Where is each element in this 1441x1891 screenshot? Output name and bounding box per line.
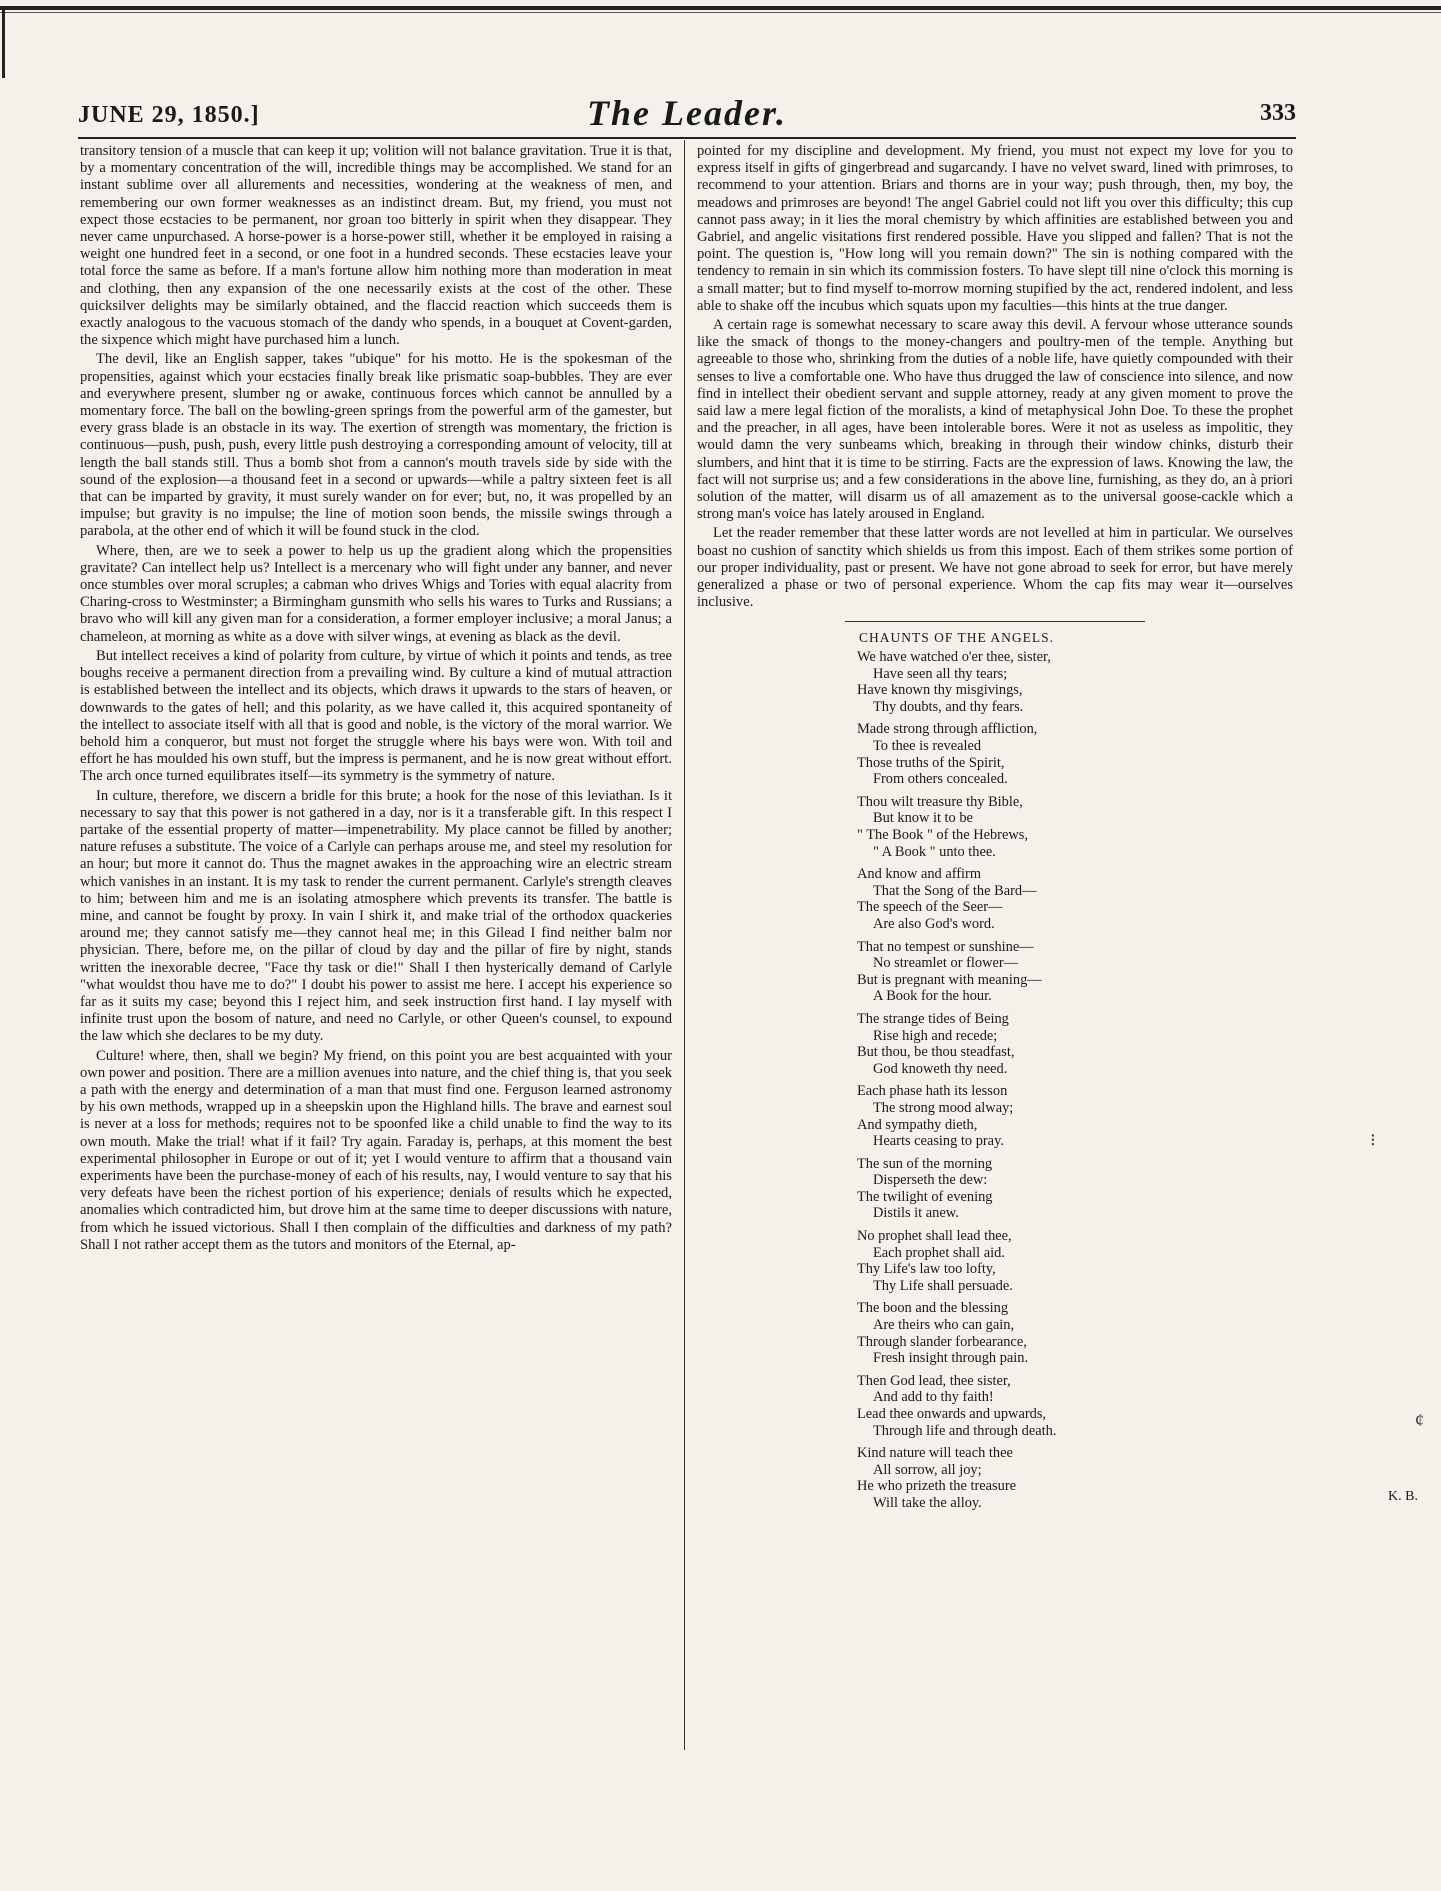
- poem-line: Have known thy misgivings,: [857, 682, 1023, 699]
- poem-line: Distils it anew.: [873, 1205, 959, 1222]
- poem-line: Then God lead, thee sister,: [857, 1372, 1011, 1389]
- poem-line: That no tempest or sunshine—: [857, 938, 1034, 955]
- poem-line: The sun of the morning: [857, 1155, 993, 1172]
- top-border-rule: [0, 6, 1441, 10]
- poem-line: But is pregnant with meaning—: [857, 971, 1042, 988]
- poem-line: Have seen all thy tears;: [873, 665, 1008, 682]
- section-separator: [845, 621, 1145, 622]
- poem-line: No streamlet or flower—: [873, 955, 1019, 972]
- poem-line: Each prophet shall aid.: [873, 1244, 1005, 1261]
- poem-stanza: [857, 1300, 1293, 1366]
- poem-line: From others concealed.: [873, 771, 1008, 788]
- poem-line: And add to thy faith!: [873, 1389, 994, 1406]
- poem-line: Those truths of the Spirit,: [857, 754, 1005, 771]
- poem-stanza: [857, 939, 1293, 1005]
- poem-line: Disperseth the dew:: [873, 1172, 988, 1189]
- poem-stanza: [857, 1373, 1293, 1439]
- poem-line: The twilight of evening: [857, 1188, 993, 1205]
- poem-line: Fresh insight through pain.: [873, 1350, 1029, 1367]
- poem-stanza: [857, 794, 1293, 860]
- margin-mark: ⁝: [1370, 1130, 1376, 1150]
- poem-line: Hearts ceasing to pray.: [873, 1133, 1004, 1150]
- paragraph: A certain rage is somewhat necessary to scare away this devil. A fervour whose utterance sounds like the smack of thongs to the money-changers and poultry-men of the temple. Anything but agreeable to those who, shrinking from the duties of a noble life, have quietly compounded with their senses to live a comfortable one. Who have thus drugged the law of conscience into silence, and now find in intellect their obedient servant and supple attorney, ready at any given moment to prove the said law a mere legal fiction of the moralists, a kind of metaphysical John Doe. To these the prophet and the preacher, in all ages, have been intolerable bores. Were it not as useless as impolitic, they would damn the very sunbeams which, breaking in through their window chinks, disturb their slumbers, and hint that it is time to be stirring. Facts are the expression of laws. Knowing the law, the fact will not surprise us; and a few considerations in the above line, furnishing, as they do, an à priori solution of the matter, will disarm us of all amazement as to the universal goose-cackle which a strong man's voice has lately aroused in England.: [697, 317, 1293, 523]
- issue-date: JUNE 29, 1850.]: [78, 102, 260, 128]
- paragraph: In culture, therefore, we discern a bridle for this brute; a hook for the nose of this leviathan. Is it necessary to say that this power is not gathered in a day, nor is it a transferable gift. In this respect I partake of the essential property of matter—impenetrability. My place cannot be filled by another; nature refuses a substitute. The voice of a Carlyle can perhaps arouse me, and steel my resolution for an hour; but more it cannot do. Thus the magnet awakes in the approaching wire an electric stream which vanishes in an instant. It is my task to render the current permanent. Carlyle's strength cleaves to him; between him and me is an isolating atmosphere which prevents its transfer. The battle is mine, and cannot be fought by proxy. In vain I shirk it, and make trial of the orthodox quackeries around me; they cannot satisfy me—they cannot heal me; in this Gilead I find neither balm nor physician. There, before me, on the pillar of cloud by day and the pillar of fire by night, stands written the inexorable decree, "Face thy task or die!" Shall I then hysterically demand of Carlyle "what wouldst thou have me to do?" I doubt his power to assist me here. I accept his experience so far as it suits my case; beyond this I reject him, and seek instruction first hand. I lay myself with infinite trust upon the bosom of nature, and need no Carlyle, or other Queen's counsel, to expound the law which she declares to be my duty.: [80, 787, 672, 1045]
- poem-line: Thy doubts, and thy fears.: [873, 698, 1024, 715]
- page-header: [78, 92, 1296, 132]
- header-rule: [78, 137, 1296, 139]
- poem-line: Will take the alloy.: [873, 1494, 982, 1511]
- left-column: [80, 143, 672, 1254]
- poem-line: Through life and through death.: [873, 1422, 1057, 1439]
- poem-line: " A Book " unto thee.: [873, 843, 996, 860]
- paragraph: Let the reader remember that these latter words are not levelled at him in particular. We ourselves boast no cushion of sanctity which shields us from this impost. Each of them strikes some portion of our proper individuality, past or present. We have not gone abroad to seek for error, but have merely generalized a phase or two of personal experience. Whom the cap fits may wear it—ourselves inclusive.: [697, 525, 1293, 611]
- poem: [857, 630, 1418, 1511]
- poem-line: Are theirs who can gain,: [873, 1317, 1015, 1334]
- poem-line: That the Song of the Bard—: [873, 882, 1037, 899]
- paragraph: Where, then, are we to seek a power to help us up the gradient along which the propensities gravitate? Can intellect help us? Intellect is a mercenary who will fight under any banner, and never once stumbles over moral scruples; a cabman who drives Whigs and Tories with equal alacrity from Charing-cross to Westminster; a Birmingham gunsmith who sells his wares to Turks and Russians; a bravo who will kill any given man for a consideration, a former employer inclusive; a moral Janus; a chameleon, at morning as white as a dove with silver wings, at evening as black as the devil.: [80, 542, 672, 645]
- poem-line: The strong mood alway;: [873, 1099, 1014, 1116]
- poem-line: Rise high and recede;: [873, 1027, 998, 1044]
- paragraph: Culture! where, then, shall we begin? My friend, on this point you are best acquainted with your own power and position. There are a million avenues into nature, and the chief thing is, that you seek a path with the energy and determination of a man that must find one. Ferguson learned astronomy by his own methods, wrapped up in a sheepskin upon the Highland hills. The brave and earnest soul is never at a loss for methods; requires not to be spoonfed like a child unable to find the way to its own mouth. Make the trial! what if it fail? Try again. Faraday is, perhaps, at this moment the best experimental philosopher in Europe or out of it; yet I would venture to affirm that a thousand vain experiments have been the purchase-money of each of his results, nay, I would venture to say that his very defeats have been the richest portion of his experience; denials of results which he expected, anomalies which contradicted him, but drove him at the same time to deeper discussions with nature, from which he issued victorious. Shall I then complain of the difficulties and darkness of my path? Shall I not rather accept them as the tutors and monitors of the Eternal, ap-: [80, 1047, 672, 1253]
- poem-line: We have watched o'er thee, sister,: [857, 649, 1051, 666]
- poem-line: Thy Life shall persuade.: [873, 1277, 1013, 1294]
- poem-line: Thy Life's law too lofty,: [857, 1261, 996, 1278]
- poem-line: The speech of the Seer—: [857, 899, 1003, 916]
- poem-stanza: [857, 1156, 1293, 1222]
- poem-line: Are also God's word.: [873, 915, 995, 932]
- column-divider: [684, 140, 685, 1750]
- poem-line: God knoweth thy need.: [873, 1060, 1008, 1077]
- poem-signature: K. B.: [1388, 1488, 1418, 1504]
- poem-line: Made strong through affliction,: [857, 721, 1038, 738]
- poem-line: But thou, be thou steadfast,: [857, 1044, 1015, 1061]
- page-number: 333: [1260, 100, 1296, 126]
- paragraph: But intellect receives a kind of polarity from culture, by virtue of which it points and tends, as tree boughs receive a permanent direction from a prevailing wind. By culture a kind of mutual attraction is established between the intellect and its objects, which draws it upwards to the stars of heaven, or downwards to the gates of hell; and this polarity, as we have called it, this acquired spontaneity of the intellect to associate itself with all that is good and noble, is the victory of the moral warrior. We behold him a conqueror, but must not forget the struggle where his bays were won. With toil and effort he has moulded his own stuff, but the impress is permanent, and he is now great without effort. The arch once turned equilibrates itself—its symmetry is the symmetry of nature.: [80, 647, 672, 785]
- poem-stanza: [857, 649, 1293, 715]
- poem-stanza: [857, 721, 1293, 787]
- poem-line: Kind nature will teach thee: [857, 1445, 1013, 1462]
- poem-line: Lead thee onwards and upwards,: [857, 1406, 1047, 1423]
- poem-stanza: [857, 1011, 1293, 1077]
- poem-line: A Book for the hour.: [873, 988, 992, 1005]
- poem-line: Thou wilt treasure thy Bible,: [857, 793, 1023, 810]
- margin-mark: ¢: [1415, 1410, 1424, 1430]
- poem-title: CHAUNTS OF THE ANGELS.: [859, 630, 1055, 646]
- poem-line: And sympathy dieth,: [857, 1116, 978, 1133]
- poem-line: Each phase hath its lesson: [857, 1083, 1008, 1100]
- poem-stanza: [857, 1083, 1293, 1149]
- poem-stanza: [857, 1445, 1293, 1511]
- left-corner-rule: [2, 8, 5, 78]
- poem-line: No prophet shall lead thee,: [857, 1228, 1012, 1245]
- paragraph: pointed for my discipline and development. My friend, you must not expect my love for you to express itself in gifts of gingerbread and sugarcandy. I have no velvet sward, lined with primroses, to recommend to your attention. Briars and thorns are in your way; push through, then, my boy, the meadows and primroses are beyond! The angel Gabriel could not lift you over this difficulty; this cup cannot pass away; in it lies the moral chemistry by which affinities are established between you and Gabriel, and angelic visitations first rendered possible. Have you slipped and fallen? That is not the point. The question is, "How long will you remain down?" The sin is nothing compared with the tendency to remain in sin which its commission fosters. To have slept till nine o'clock this morning is a small matter; but to find myself to-morrow morning stupified by the act, rendered indolent, and less able to shake off the incubus which squats upon my faculties—this hints at the true danger.: [697, 143, 1293, 314]
- poem-stanza: [857, 866, 1293, 932]
- paragraph: transitory tension of a muscle that can keep it up; volition will not balance gravitation. True it is that, by a momentary concentration of the will, incredible things may be accomplished. We stand for an instant sublime over all allurements and necessities, wondering at the weakness of men, and remembering our own former weaknesses as an indistinct dream. But, my friend, you must not expect those ecstacies to be permanent, nor groan too bitterly in spirit when they disappear. They never came unpurchased. A horse-power is a horse-power still, whether it be employed in raising a weight one hundred feet in a second, or one foot in a hundred seconds. These ecstacies leave your total force the same as before. If a man's fortune allow him nothing more than moderation in meat and clothing, then any expansion of the one necessarily exists at the cost of the other. These quicksilver delights may be similarly obtained, and the flaccid reaction which succeeds them is exactly analogous to the vacuous stomach of the dandy who spends, in a bouquet at Covent-garden, the sixpence which might have purchased him a lunch.: [80, 143, 672, 349]
- poem-line: The boon and the blessing: [857, 1300, 1009, 1317]
- poem-line: He who prizeth the treasure: [857, 1478, 1017, 1495]
- poem-line: Through slander forbearance,: [857, 1333, 1027, 1350]
- masthead-title: The Leader.: [587, 93, 787, 133]
- poem-stanzas: [857, 649, 1293, 1512]
- poem-stanza: [857, 1228, 1293, 1294]
- right-column: [697, 143, 1418, 1518]
- paragraph: The devil, like an English sapper, takes "ubique" for his motto. He is the spokesman of the propensities, against which your ecstacies finally break like prismatic soap-bubbles. They are ever and everywhere present, slumber ng or awake, continuous forces which cannot be annulled by a momentary force. The ball on the bowling-green springs from the powerful arm of the gamester, but every grass blade is an obstacle in its way. The exertion of strength was momentary, the friction is continuous—push, push, push, every little push destroying a corresponding amount of velocity, till at length the ball stands still. Thus a bomb shot from a cannon's mouth travels side by side with the sound of the explosion—a thousand feet in a second or upwards—while a paltry sixteen feet is all that can be imparted by gravity, it must surely wander on for ever; but, no, it was propelled by an impulse; but gravity is no impulse; the line of motion soon bends, the missile swings through a parabola, at the other end of which it will be found stuck in the clod.: [80, 351, 672, 540]
- poem-line: The strange tides of Being: [857, 1010, 1009, 1027]
- poem-line: To thee is revealed: [873, 738, 982, 755]
- poem-line: And know and affirm: [857, 866, 982, 883]
- poem-line: All sorrow, all joy;: [873, 1461, 982, 1478]
- poem-line: But know it to be: [873, 810, 973, 827]
- poem-line: " The Book " of the Hebrews,: [857, 827, 1028, 844]
- top-border-rule-thin: [0, 12, 1441, 13]
